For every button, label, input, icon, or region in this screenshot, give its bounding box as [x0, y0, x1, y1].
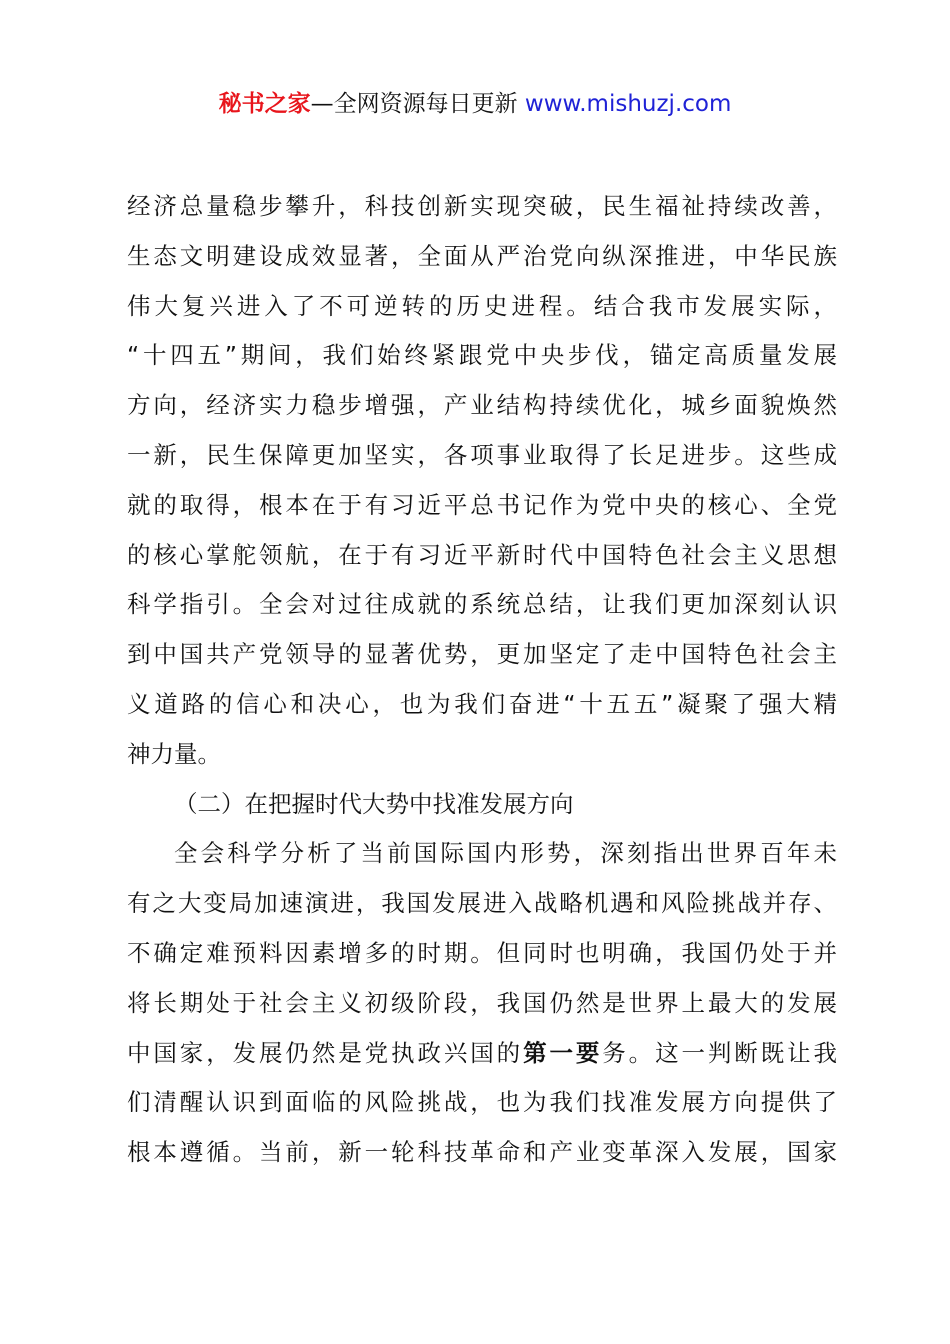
- text-line: 就的取得，根本在于有习近平总书记作为党中央的核心、全党: [127, 490, 837, 519]
- site-url-link[interactable]: www.mishuzj.com: [524, 91, 732, 117]
- text-line: 的核心掌舵领航，在于有习近平新时代中国特色社会主义思想: [127, 540, 837, 569]
- text-line: 科学指引。全会对过往成就的系统总结，让我们更加深刻认识: [127, 590, 837, 619]
- text-line: 有之大变局加速演进，我国发展进入战略机遇和风险挑战并存、: [127, 889, 837, 918]
- text-line: [127, 1029, 837, 1079]
- text-line: 到中国共产党领导的显著优势，更加坚定了走中国特色社会主: [127, 640, 837, 669]
- brand-name: 秘书之家: [218, 91, 311, 117]
- bold-emphasis: 第一要: [523, 1038, 603, 1067]
- text-segment: 中国家，发展仍然是党执政兴国的: [127, 1038, 524, 1067]
- text-line: 不确定难预料因素增多的时期。但同时也明确，我国仍处于并: [127, 938, 837, 967]
- text-line: 将长期处于社会主义初级阶段，我国仍然是世界上最大的发展: [127, 988, 837, 1017]
- paragraph-1: [127, 182, 837, 780]
- text-line: 生态文明建设成效显著，全面从严治党向纵深推进，中华民族: [127, 241, 837, 270]
- text-line: 经济总量稳步攀升，科技创新实现突破，民生福祉持续改善，: [127, 192, 837, 220]
- paragraph-2: [127, 829, 837, 1178]
- text-line: 义道路的信心和决心，也为我们奋进“十五五”凝聚了强大精: [127, 689, 837, 718]
- site-header: [0, 88, 950, 120]
- text-line: 根本遵循。当前，新一轮科技革命和产业变革深入发展，国家: [127, 1138, 837, 1167]
- text-line: 全会科学分析了当前国际国内形势，深刻指出世界百年未: [174, 839, 837, 868]
- section-heading: （二）在把握时代大势中找准发展方向: [174, 789, 574, 818]
- text-line: 伟大复兴进入了不可逆转的历史进程。结合我市发展实际，: [127, 291, 837, 320]
- text-line: 神力量。: [127, 739, 221, 768]
- document-body: [127, 182, 837, 1178]
- text-line: 一新，民生保障更加坚实，各项事业取得了长足进步。这些成: [127, 440, 837, 469]
- text-line: “十四五”期间，我们始终紧跟党中央步伐，锚定高质量发展: [127, 341, 837, 370]
- text-line: 方向，经济实力稳步增强，产业结构持续优化，城乡面貌焕然: [127, 391, 837, 420]
- text-line: 们清醒认识到面临的风险挑战，也为我们找准发展方向提供了: [127, 1088, 837, 1117]
- site-slogan: —全网资源每日更新: [310, 91, 518, 117]
- text-segment: 务。这一判断既让我: [602, 1038, 838, 1067]
